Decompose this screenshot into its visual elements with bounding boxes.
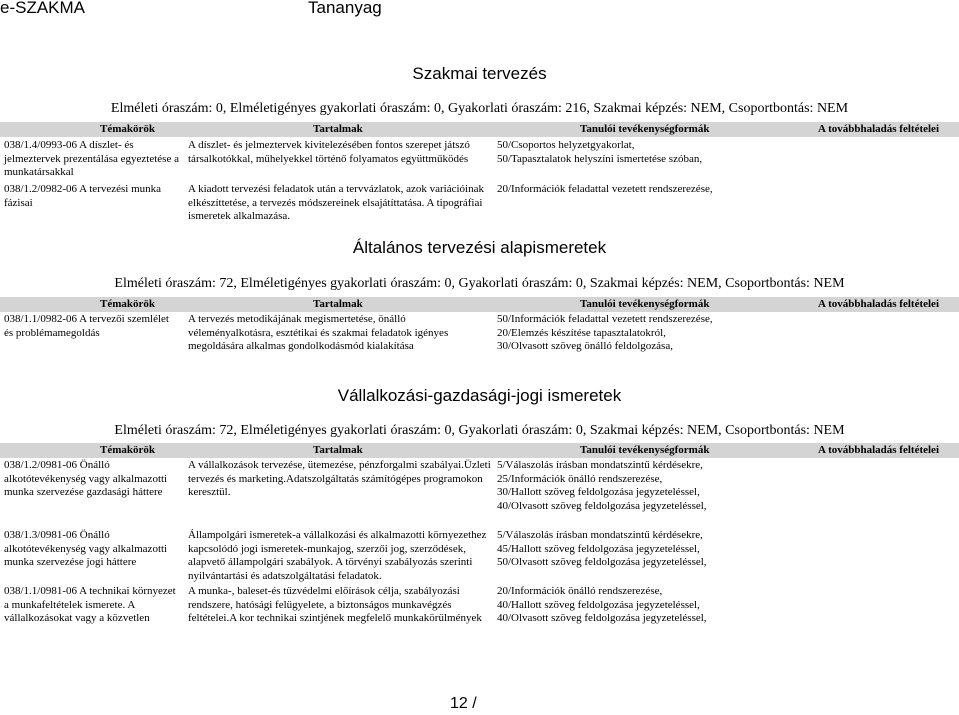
content-cell: A munka-, baleset-és tűzvédelmi előírások célja, szabályozási rendszere, hatósági felügyelete, a biztonságos munkavégzés feltételei.A kor technikai szintjének megfelelő munkakörülmények — [188, 585, 482, 624]
table-header — [0, 443, 959, 458]
col-header-activities: Tanulói tevékenységformák — [580, 444, 710, 456]
topic-cell: 038/1.3/0981-06 Önálló alkotótevékenység vagy alkalmazotti munka szervezése jogi háttere — [4, 529, 168, 568]
header-tananyag: Tananyag — [308, 0, 382, 17]
activity-cell: 50/Információk feladattal vezetett rendszerezése, 20/Elemzés készítése tapasztalatokról, 30/Olvasott szöveg önálló feldolgozása, — [497, 313, 713, 352]
content-cell: Állampolgári ismeretek-a vállalkozási és alkalmazotti környezethez kapcsolódó jogi ismeretek-munkajog, szerzői jog, szerződések, alapvető állampolgári szabályok. A törvényi szabályozás szerinti nyilvántartási és adatszolgáltatási feladatok. — [188, 529, 487, 582]
topic-cell: 038/1.1/0981-06 A technikai környezet a munkafeltételek ismerete. A vállalkozásokat vagy a közvetlen — [4, 585, 176, 624]
page-number: 12 / — [450, 695, 477, 712]
section-title: Általános tervezési alapismeretek — [352, 238, 607, 257]
section-meta: Elméleti óraszám: 72, Elméletigényes gyakorlati óraszám: 0, Gyakorlati óraszám: 0, Szakmai képzés: NEM, Csoportbontás: NEM — [114, 276, 845, 291]
col-header-activities: Tanulói tevékenységformák — [580, 123, 710, 135]
content-cell: A kiadott tervezési feladatok után a tervvázlatok, azok variációinak elkészíttetése, a tervezés módszereinek elsajátíttatása. A tipográfiai ismeretek alkalmazása. — [188, 183, 484, 222]
topic-cell: 038/1.4/0993-06 A díszlet- és jelmeztervek prezentálása egyeztetése a munkatársakkal — [4, 139, 179, 178]
content-cell: A tervezés metodikájának megismertetése, önálló véleményalkotásra, esztétikai és szakmai feladatok igényes megoldására alkalmas gondolkodásmód kialakítása — [188, 313, 449, 352]
col-header-activities: Tanulói tevékenységformák — [580, 298, 710, 310]
col-header-conditions: A továbbhaladás feltételei — [818, 444, 939, 456]
table-header — [0, 122, 959, 137]
content-cell: A díszlet- és jelmeztervek kivitelezésében fontos szerepet játszó társalkotókkal, műhelyekkel történő folyamatos együttműködés — [188, 139, 470, 165]
topic-cell: 038/1.1/0982-06 A tervezői szemlélet és problémamegoldás — [4, 313, 169, 339]
section-title: Szakmai tervezés — [412, 64, 547, 83]
col-header-topics: Témakörök — [100, 123, 155, 135]
activity-cell: 5/Válaszolás írásban mondatszintű kérdésekre, 25/Információk önálló rendszerezése, 30/Hallott szöveg feldolgozása jegyzeteléssel, 40/Olvasott szöveg feldolgozása jegyzeteléssel, — [497, 459, 707, 512]
topic-cell: 038/1.2/0982-06 A tervezési munka fázisai — [4, 183, 162, 209]
section-meta: Elméleti óraszám: 72, Elméletigényes gyakorlati óraszám: 0, Gyakorlati óraszám: 0, Szakmai képzés: NEM, Csoportbontás: NEM — [114, 423, 845, 438]
col-header-conditions: A továbbhaladás feltételei — [818, 123, 939, 135]
col-header-contents: Tartalmak — [313, 444, 363, 456]
site-title: e-SZAKMA — [0, 0, 86, 17]
col-header-conditions: A továbbhaladás feltételei — [818, 298, 939, 310]
content-cell: A vállalkozások tervezése, ütemezése, pénzforgalmi szabályai.Üzleti tervezés és marketing.Adatszolgáltatás számítógépes programokon keresztül. — [188, 459, 491, 498]
topic-cell: 038/1.2/0981-06 Önálló alkotótevékenység vagy alkalmazotti munka szervezése gazdasági háttere — [4, 459, 168, 498]
activity-cell: 50/Csoportos helyzetgyakorlat, 50/Tapasztalatok helyszíni ismertetése szóban, — [497, 139, 703, 165]
section-title: Vállalkozási-gazdasági-jogi ismeretek — [337, 386, 622, 405]
section-meta: Elméleti óraszám: 0, Elméletigényes gyakorlati óraszám: 0, Gyakorlati óraszám: 216, Szakmai képzés: NEM, Csoportbontás: NEM — [110, 101, 849, 116]
col-header-topics: Témakörök — [100, 444, 155, 456]
activity-cell: 20/Információk feladattal vezetett rendszerezése, — [497, 183, 713, 195]
table-header — [0, 297, 959, 312]
col-header-contents: Tartalmak — [313, 298, 363, 310]
col-header-topics: Témakörök — [100, 298, 155, 310]
col-header-contents: Tartalmak — [313, 123, 363, 135]
activity-cell: 5/Válaszolás írásban mondatszintű kérdésekre, 45/Hallott szöveg feldolgozása jegyzeteléssel, 50/Olvasott szöveg feldolgozása jegyzeteléssel, — [497, 529, 707, 568]
activity-cell: 20/Információk önálló rendszerezése, 40/Hallott szöveg feldolgozása jegyzeteléssel, 40/Olvasott szöveg feldolgozása jegyzeteléssel, — [497, 585, 707, 624]
